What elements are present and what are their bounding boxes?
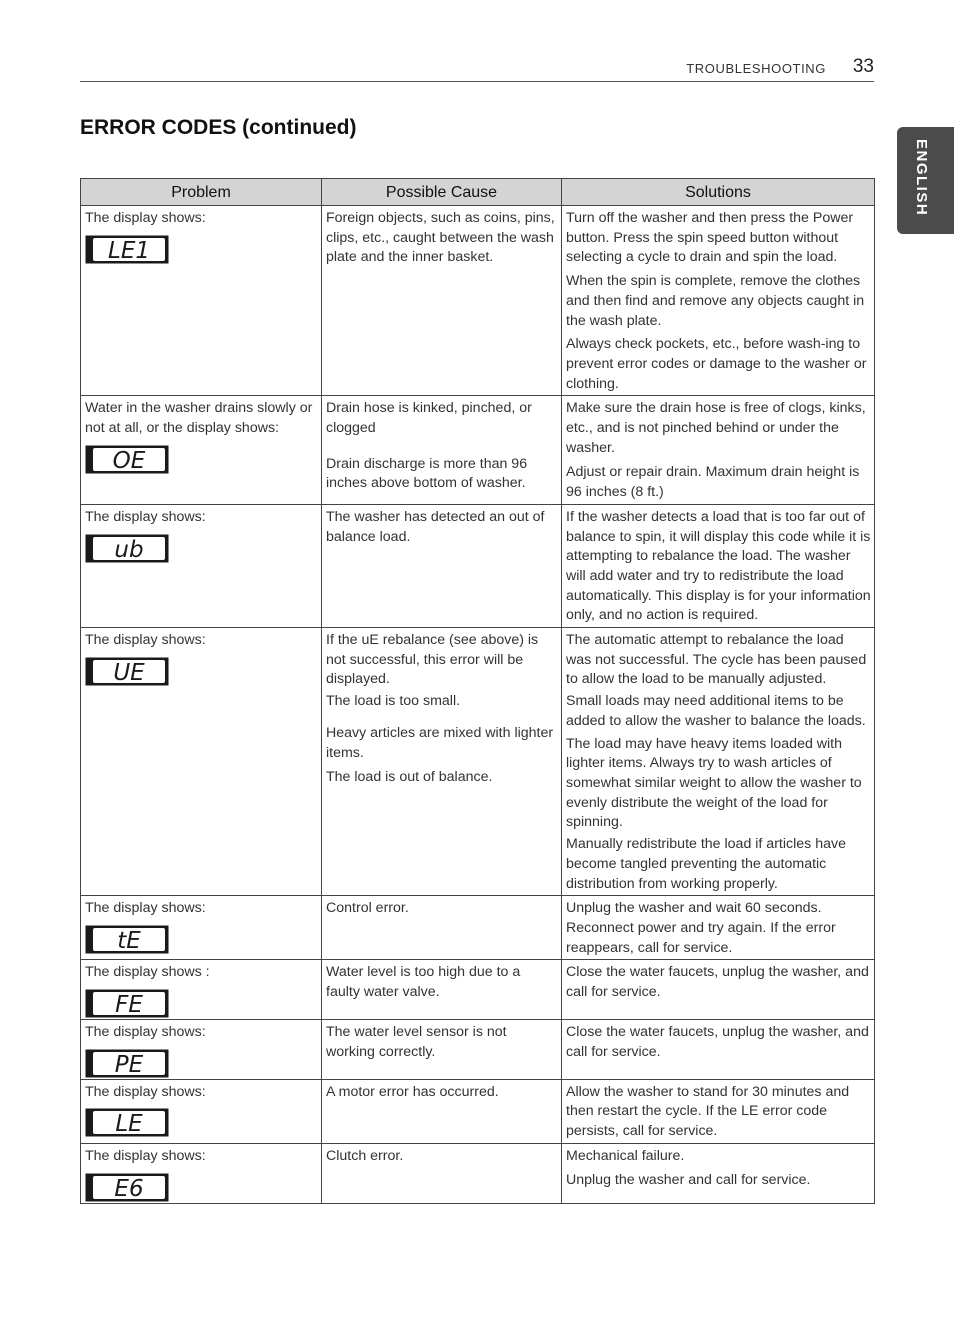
error-code: FE — [115, 992, 143, 1019]
lcd-display-icon — [85, 1108, 169, 1137]
lcd-display-icon — [85, 657, 169, 686]
solution-text: The automatic attempt to rebalance the load was not successful. The cycle has been paused to allow the load to be manually adjusted. — [566, 632, 867, 688]
cause-text: A motor error has occurred. — [326, 1083, 499, 1100]
solution-text: Turn off the washer and then press the Power button. Press the spin speed button without selecting a cycle to drain and spin the load. — [566, 210, 854, 266]
solution-text: Allow the washer to stand for 30 minutes and then restart the cycle. If the LE error code persists, call for service. — [566, 1083, 850, 1140]
solution-text: Always check pockets, etc., before wash-ing to prevent error codes or damage to the washer or clothing. — [566, 336, 867, 392]
cause-text: The load is out of balance. — [326, 769, 493, 786]
cause-cell — [322, 628, 562, 896]
cause-text: Drain discharge is more than 96 inches above bottom of washer. — [326, 455, 528, 492]
cause-text: Drain hose is kinked, pinched, or clogged — [326, 400, 532, 437]
cause-text: The load is too small. — [326, 693, 461, 710]
section-label: TROUBLESHOOTING — [686, 61, 826, 76]
lcd-display-icon — [85, 989, 169, 1018]
table-header-row — [81, 179, 875, 206]
table-row — [81, 896, 875, 960]
lcd-display-icon — [85, 445, 169, 474]
problem-text: The display shows: — [85, 1083, 206, 1100]
solutions-cell — [562, 206, 875, 396]
cause-cell — [322, 1143, 562, 1203]
cause-text: Water level is too high due to a faulty water valve. — [326, 964, 521, 1001]
error-code: PE — [114, 1051, 144, 1078]
table-row — [81, 1079, 875, 1143]
problem-text: The display shows: — [85, 632, 206, 649]
error-code: tE — [117, 927, 141, 954]
table-row — [81, 396, 875, 505]
column-header-solutions: Solutions — [562, 179, 875, 206]
cause-text: Heavy articles are mixed with lighter items. — [326, 724, 554, 761]
error-codes-table — [80, 178, 875, 1204]
problem-cell — [81, 896, 322, 960]
solutions-cell — [562, 396, 875, 505]
cause-text: The water level sensor is not working correctly. — [326, 1024, 507, 1060]
cause-cell — [322, 896, 562, 960]
problem-text: The display shows: — [85, 1147, 206, 1164]
problem-cell — [81, 1020, 322, 1080]
problem-cell — [81, 628, 322, 896]
problem-text: Water in the washer drains slowly or not at all, or the display shows: — [85, 400, 313, 437]
page-number: 33 — [852, 56, 874, 77]
problem-cell — [81, 1143, 322, 1203]
solution-text: The load may have heavy items loaded with lighter items. Always try to wash articles of somewhat similar weight to allow the washer to evenly distribute the weight of the load for spinning. — [566, 735, 862, 831]
page-header — [80, 56, 874, 82]
cause-cell — [322, 206, 562, 396]
language-tab — [897, 127, 954, 234]
cause-text: Control error. — [326, 900, 409, 917]
problem-cell — [81, 504, 322, 627]
language-tab-label: ENGLISH — [913, 139, 930, 217]
table-row — [81, 1143, 875, 1203]
solution-text: If the washer detects a load that is too far out of balance to spin, it will display this code while it is attempting to rebalance the load. The washer will add water and try to redistribute the load automatically. This display is for your information only, and no action is required. — [566, 508, 871, 624]
table-row — [81, 628, 875, 896]
cause-text: Clutch error. — [326, 1147, 404, 1164]
cause-text: If the uE rebalance (see above) is not successful, this error will be displayed. — [326, 632, 539, 688]
problem-text: The display shows: — [85, 1024, 206, 1041]
solution-text: Close the water faucets, unplug the washer, and call for service. — [566, 964, 869, 1001]
lcd-display-icon — [85, 1049, 169, 1078]
page-title: ERROR CODES (continued) — [80, 116, 357, 139]
table-row — [81, 960, 875, 1020]
solution-text: Unplug the washer and call for service. — [566, 1171, 811, 1188]
error-code: LE — [115, 1111, 143, 1138]
column-header-cause: Possible Cause — [322, 179, 562, 206]
problem-text: The display shows : — [85, 964, 210, 981]
cause-text: The washer has detected an out of balance load. — [326, 508, 545, 545]
solution-text: Small loads may need additional items to be added to allow the washer to balance the loads. — [566, 693, 866, 729]
problem-cell — [81, 396, 322, 505]
problem-cell — [81, 206, 322, 396]
solution-text: Mechanical failure. — [566, 1147, 685, 1164]
error-code: LE1 — [108, 237, 150, 264]
error-code: E6 — [114, 1175, 144, 1202]
error-code: UE — [113, 659, 145, 686]
table-body — [81, 206, 875, 1204]
solution-text: Close the water faucets, unplug the washer, and call for service. — [566, 1024, 869, 1060]
solutions-cell — [562, 1079, 875, 1143]
error-code: OE — [112, 447, 146, 474]
lcd-display-icon — [85, 534, 169, 563]
solutions-cell — [562, 504, 875, 627]
error-code: ub — [114, 536, 144, 563]
cause-cell — [322, 960, 562, 1020]
problem-text: The display shows: — [85, 508, 206, 525]
lcd-display-icon — [85, 1173, 169, 1202]
problem-cell — [81, 960, 322, 1020]
problem-text: The display shows: — [85, 210, 206, 226]
solution-text: Adjust or repair drain. Maximum drain height is 96 inches (8 ft.) — [566, 464, 860, 501]
cause-cell — [322, 1020, 562, 1080]
solutions-cell — [562, 1020, 875, 1080]
solution-text: Make sure the drain hose is free of clogs, kinks, etc., and is not pinched behind or under the washer. — [566, 400, 866, 456]
solutions-cell — [562, 896, 875, 960]
solutions-cell — [562, 1143, 875, 1203]
column-header-problem: Problem — [81, 179, 322, 206]
table-row — [81, 504, 875, 627]
problem-cell — [81, 1079, 322, 1143]
solutions-cell — [562, 960, 875, 1020]
lcd-display-icon — [85, 235, 169, 264]
solutions-cell — [562, 628, 875, 896]
solution-text: When the spin is complete, remove the clothes and then find and remove any objects caught in the wash plate. — [566, 273, 865, 329]
cause-cell — [322, 504, 562, 627]
solution-text: Unplug the washer and wait 60 seconds. Reconnect power and try again. If the error reappears, call for service. — [566, 900, 836, 956]
problem-text: The display shows: — [85, 900, 206, 917]
table-row — [81, 1020, 875, 1080]
cause-cell — [322, 396, 562, 505]
cause-text: Foreign objects, such as coins, pins, clips, etc., caught between the wash plate and the inner basket. — [326, 210, 555, 266]
table-row — [81, 206, 875, 396]
solution-text: Manually redistribute the load if articles have become tangled preventing the automatic distribution from working properly. — [566, 836, 846, 892]
cause-cell — [322, 1079, 562, 1143]
lcd-display-icon — [85, 925, 169, 954]
